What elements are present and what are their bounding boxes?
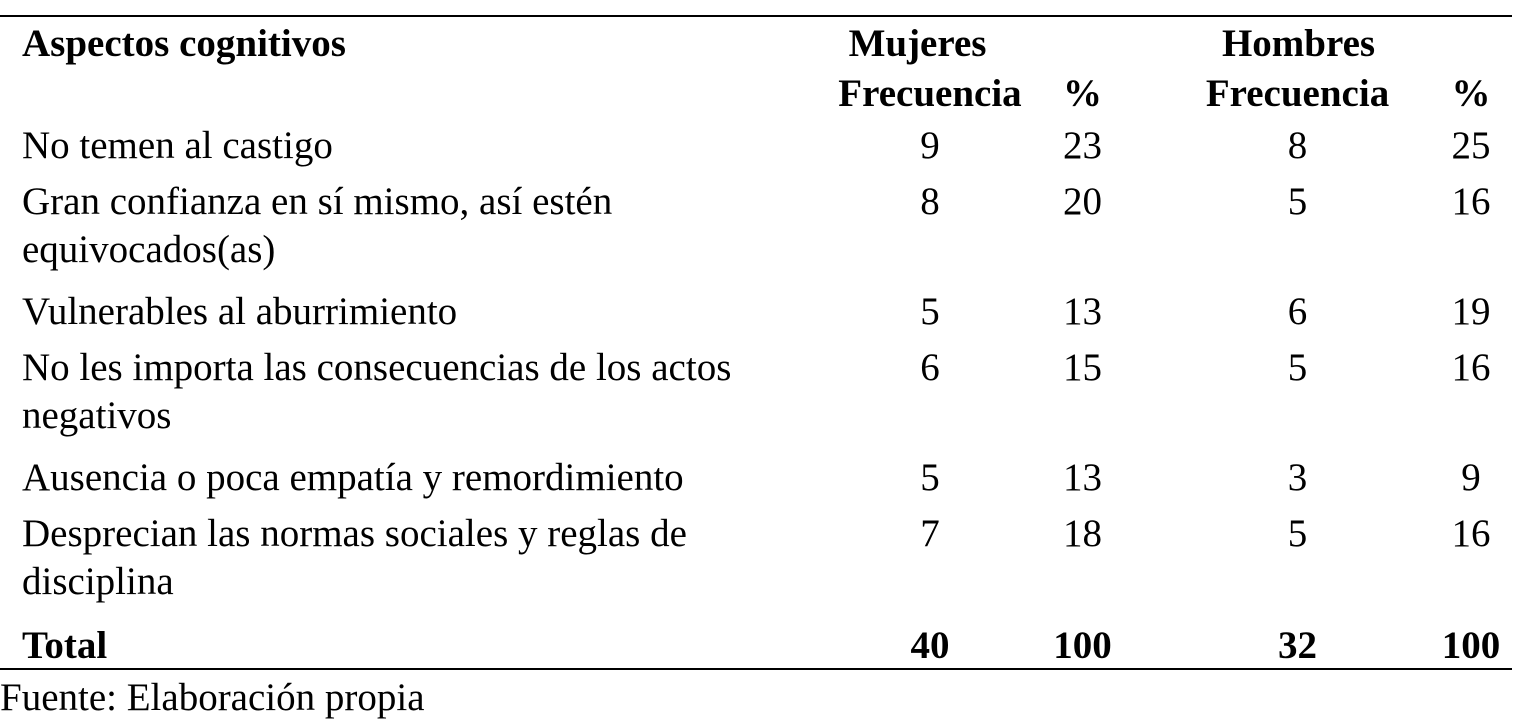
- header-group-women: Mujeres: [848, 22, 987, 65]
- men-frequency: 5: [1287, 346, 1308, 389]
- women-frequency: 9: [920, 124, 940, 167]
- men-percent: 16: [1451, 346, 1491, 389]
- women-percent: 13: [1063, 456, 1102, 499]
- table-row: [0, 510, 1512, 620]
- header-men-percent: %: [1451, 72, 1491, 115]
- women-frequency: 5: [920, 456, 940, 499]
- total-men-frequency: 32: [1278, 624, 1318, 667]
- men-frequency: 5: [1287, 512, 1308, 555]
- women-percent: 18: [1063, 512, 1102, 555]
- row-label: Vulnerables al aburrimiento: [22, 290, 458, 333]
- source-note: Fuente: Elaboración propia: [0, 676, 425, 719]
- women-frequency: 7: [920, 512, 940, 555]
- cognitive-aspects-table: [0, 20, 1512, 678]
- women-percent: 23: [1063, 124, 1102, 167]
- table-row: [0, 344, 1512, 454]
- men-percent: 25: [1451, 124, 1491, 167]
- men-frequency: 3: [1287, 456, 1308, 499]
- table-top-rule: [0, 15, 1512, 17]
- table-row: [0, 122, 1512, 178]
- men-percent: 9: [1461, 456, 1481, 499]
- header-first-col: Aspectos cognitivos: [22, 22, 346, 65]
- women-frequency: 5: [920, 290, 940, 333]
- total-men-percent: 100: [1441, 624, 1501, 667]
- women-frequency: 8: [920, 180, 940, 223]
- header-row-groups: [0, 20, 1512, 70]
- women-percent: 20: [1063, 180, 1102, 223]
- row-label: Gran confianza en sí mismo, así estén equivocados(as): [22, 180, 613, 271]
- women-frequency: 6: [920, 346, 940, 389]
- total-women-percent: 100: [1053, 624, 1112, 667]
- women-percent: 13: [1063, 290, 1102, 333]
- men-percent: 19: [1451, 290, 1491, 333]
- header-row-subcols: [0, 70, 1512, 122]
- row-label: Ausencia o poca empatía y remordimiento: [22, 456, 684, 499]
- table-row: [0, 178, 1512, 288]
- header-men-frequency: Frecuencia: [1205, 72, 1390, 115]
- total-women-frequency: 40: [910, 624, 950, 667]
- table-row: [0, 454, 1512, 510]
- men-frequency: 5: [1287, 180, 1308, 223]
- women-percent: 15: [1063, 346, 1102, 389]
- row-label: Desprecian las normas sociales y reglas de disciplina: [22, 512, 687, 603]
- men-percent: 16: [1451, 180, 1491, 223]
- table-bottom-rule: [0, 668, 1512, 670]
- men-frequency: 8: [1287, 124, 1308, 167]
- row-label: No temen al castigo: [22, 124, 333, 167]
- header-women-percent: %: [1063, 72, 1102, 115]
- men-frequency: 6: [1287, 290, 1308, 333]
- table-row: [0, 288, 1512, 344]
- header-group-men: Hombres: [1221, 22, 1376, 65]
- header-women-frequency: Frecuencia: [838, 72, 1022, 115]
- men-percent: 16: [1451, 512, 1491, 555]
- total-label: Total: [22, 624, 108, 667]
- row-label: No les importa las consecuencias de los actos negativos: [22, 346, 732, 437]
